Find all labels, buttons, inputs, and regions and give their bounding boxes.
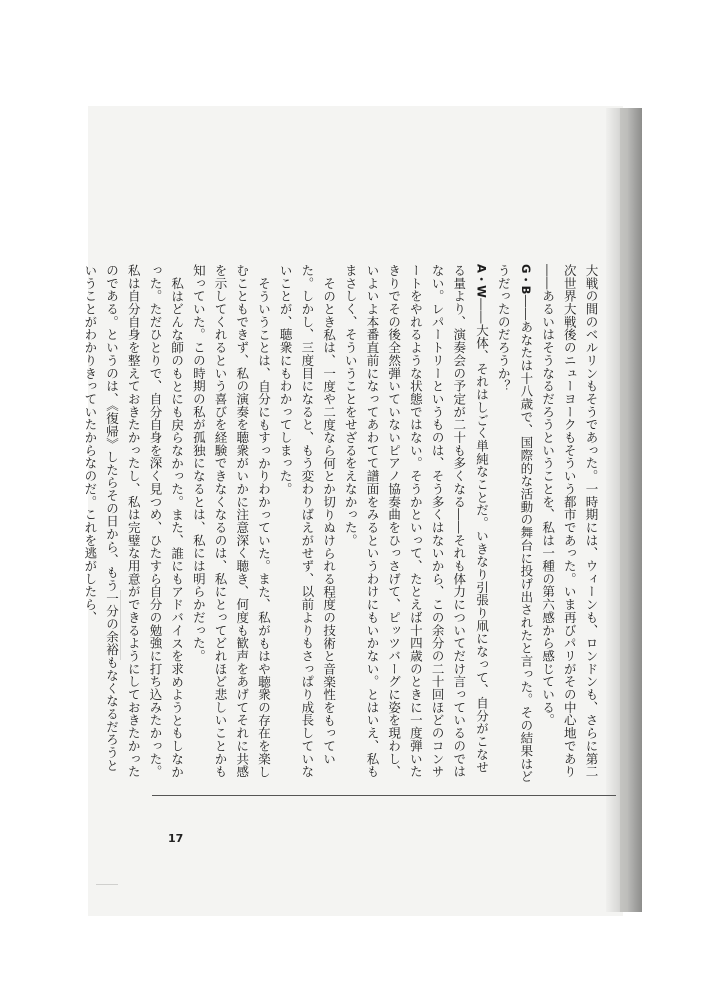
paragraph-text: ――大体、それはしごく単純なことだ。いきなり引張り凧になって、自分がこなせる量より、演奏会の予定が二十も多くなる――それも体力についてだけ言っているのではない。レパートリーというものは、そう多くはないから、この余分の二十回ほどのコンサートをやれるような状態ではない。そうかといって、たとえば十四歳のときに一度弾いたきりでその後全然弾いていないピアノ協奏曲をひっさげて、ピッツバーグに姿を現わし、いよいよ本番直前になってあわてて譜面をみるというわけにもいかない。とはいえ、私もまさしく、そういうことをせざるをえなかった。: [343, 264, 490, 778]
speaker-label: G・B: [518, 264, 533, 295]
body-text: [82, 264, 602, 784]
paragraph: [79, 264, 188, 784]
page-edge: [620, 108, 628, 912]
paragraph-text: ――あなたは十八歳で、国際的な活動の舞台に投げ出されたと言った。その結果はどうだったのだろうか？: [496, 264, 534, 784]
page-scan-mark: [96, 884, 118, 885]
paragraph: [340, 264, 493, 784]
footer-rule: [152, 795, 616, 796]
paragraph: [537, 264, 602, 784]
paragraph-text: 大戦の間のベルリンもそうであった。一時期には、ウィーンも、ロンドンも、さらに第二次世界大戦後のニューヨークもそういう都市であった。いま再びパリがその中心地であり――あるいはそうなるだろうということを、私は一種の第六感から感じている。: [540, 264, 599, 778]
paragraph: [188, 264, 275, 784]
page-number: 17: [168, 832, 184, 845]
paragraph-text: そういうことは、自分にもすっかりわかっていた。また、私がもはや聴衆の存在を楽しむこともできず、私の演奏を聴衆がいかに注意深く聴き、何度も歓声をあげてそれに共感を示してくれるという喜びを経験できなくなるのは、私にとってどれほど悲しいことかも知っていた。この時期の私が孤独になるとは、私には明らかだった。: [191, 264, 272, 778]
paragraph: [274, 264, 339, 784]
paragraph-text: 私はどんな師のもとにも戻らなかった。また、誰にもアドバイスを求めようともしなかった。ただひとりで、自分自身を深く見つめ、ひたすら自分の勉強に打ち込みたかった。私は自分自身を整えておきたかったし、私は完璧な用意ができるようにしておきたかったのである。というのは、《復帰》したらその日から、もう一分の余裕もなくなるだろうということがわかりきっていたからなのだ。これを逃がしたら、: [82, 264, 185, 778]
paragraph: [492, 264, 536, 784]
speaker-label: A・W: [474, 264, 489, 299]
paragraph-text: そのとき私は、一度や二度なら何とか切りぬけられる程度の技術と音楽性をもっていた。しかし、三度目になると、もう変わりばえがせず、以前よりもさっぱり成長していないことが、聴衆にもわかってしまった。: [278, 264, 337, 778]
